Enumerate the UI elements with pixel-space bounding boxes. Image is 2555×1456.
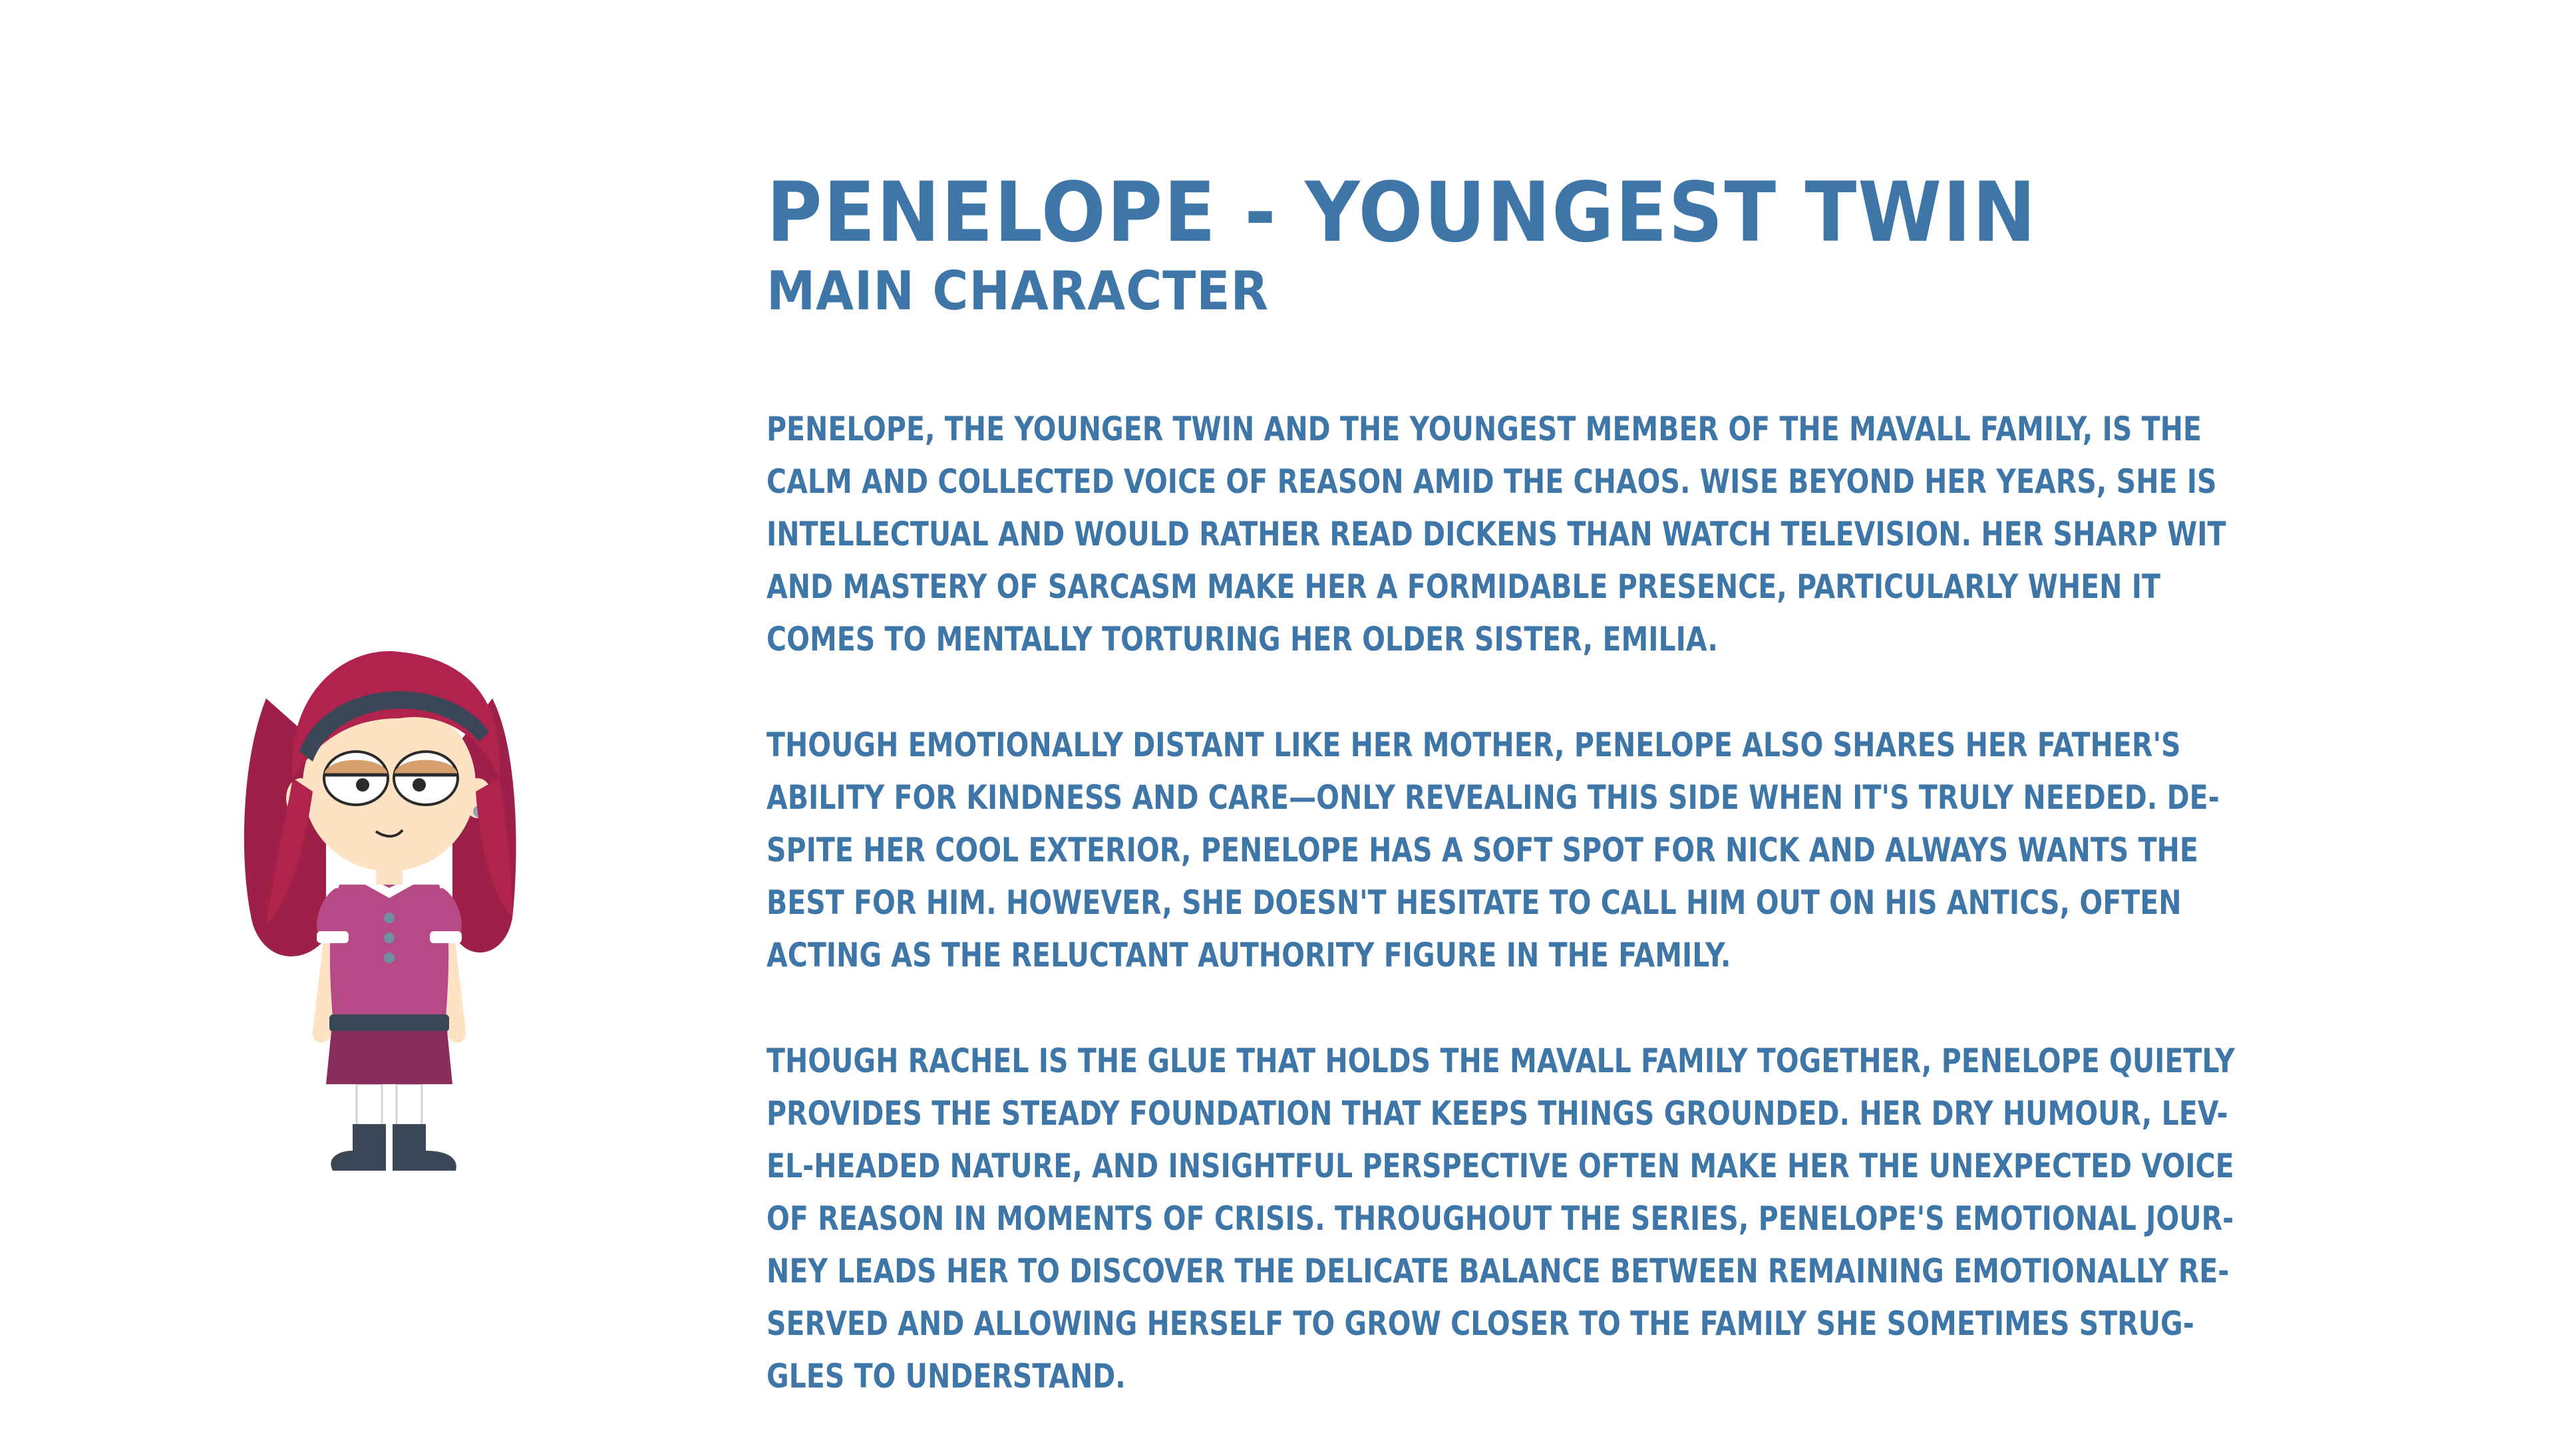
belt [329, 1014, 449, 1032]
paragraph-line: OF REASON IN MOMENTS OF CRISIS. THROUGHOUT THE SERIES, PENELOPE'S EMOTIONAL JOUR- [766, 1199, 2234, 1238]
paragraph-line: THOUGH EMOTIONALLY DISTANT LIKE HER MOTHER, PENELOPE ALSO SHARES HER FATHER'S [766, 726, 2181, 764]
paragraph-line: ABILITY FOR KINDNESS AND CARE—ONLY REVEALING THIS SIDE WHEN IT'S TRULY NEEDED. DE- [766, 778, 2220, 817]
paragraph-line: COMES TO MENTALLY TORTURING HER OLDER SISTER, EMILIA. [766, 620, 1719, 658]
character-description [766, 166, 2470, 1456]
paragraph-line: ACTING AS THE RELUCTANT AUTHORITY FIGURE IN THE FAMILY. [766, 936, 1731, 974]
paragraph-line: CALM AND COLLECTED VOICE OF REASON AMID THE CHAOS. WISE BEYOND HER YEARS, SHE IS [766, 462, 2217, 501]
paragraph-line: INTELLECTUAL AND WOULD RATHER READ DICKENS THAN WATCH TELEVISION. HER SHARP WIT [766, 515, 2226, 553]
paragraph-line: PENELOPE, THE YOUNGER TWIN AND THE YOUNGEST MEMBER OF THE MAVALL FAMILY, IS THE [766, 410, 2202, 448]
page-title: PENELOPE - YOUNGEST TWIN [766, 165, 2037, 261]
paragraph-line: BEST FOR HIM. HOWEVER, SHE DOESN'T HESITATE TO CALL HIM OUT ON HIS ANTICS, OFTEN [766, 883, 2182, 922]
page-subtitle: MAIN CHARACTER [766, 260, 1270, 322]
boot-right [393, 1124, 456, 1171]
penelope-character-illustration [226, 619, 572, 1217]
paragraph-line: EL-HEADED NATURE, AND INSIGHTFUL PERSPECTIVE OFTEN MAKE HER THE UNEXPECTED VOICE [766, 1147, 2234, 1185]
paragraph-line: GLES TO UNDERSTAND. [766, 1357, 1126, 1395]
paragraph-line: THOUGH RACHEL IS THE GLUE THAT HOLDS THE MAVALL FAMILY TOGETHER, PENELOPE QUIETLY [766, 1042, 2235, 1080]
boot-left [331, 1124, 386, 1171]
paragraph-1 [766, 403, 2470, 666]
paragraph-3 [766, 1035, 2470, 1403]
paragraph-line: SPITE HER COOL EXTERIOR, PENELOPE HAS A SOFT SPOT FOR NICK AND ALWAYS WANTS THE [766, 831, 2198, 869]
paragraph-line: AND MASTERY OF SARCASM MAKE HER A FORMIDABLE PRESENCE, PARTICULARLY WHEN IT [766, 567, 2160, 606]
paragraph-2 [766, 719, 2470, 982]
paragraph-line: NEY LEADS HER TO DISCOVER THE DELICATE BALANCE BETWEEN REMAINING EMOTIONALLY RE- [766, 1252, 2230, 1290]
skirt [326, 1031, 452, 1084]
paragraph-line: PROVIDES THE STEADY FOUNDATION THAT KEEPS THINGS GROUNDED. HER DRY HUMOUR, LEV- [766, 1094, 2228, 1133]
paragraph-line: SERVED AND ALLOWING HERSELF TO GROW CLOSER TO THE FAMILY SHE SOMETIMES STRUG- [766, 1304, 2194, 1343]
